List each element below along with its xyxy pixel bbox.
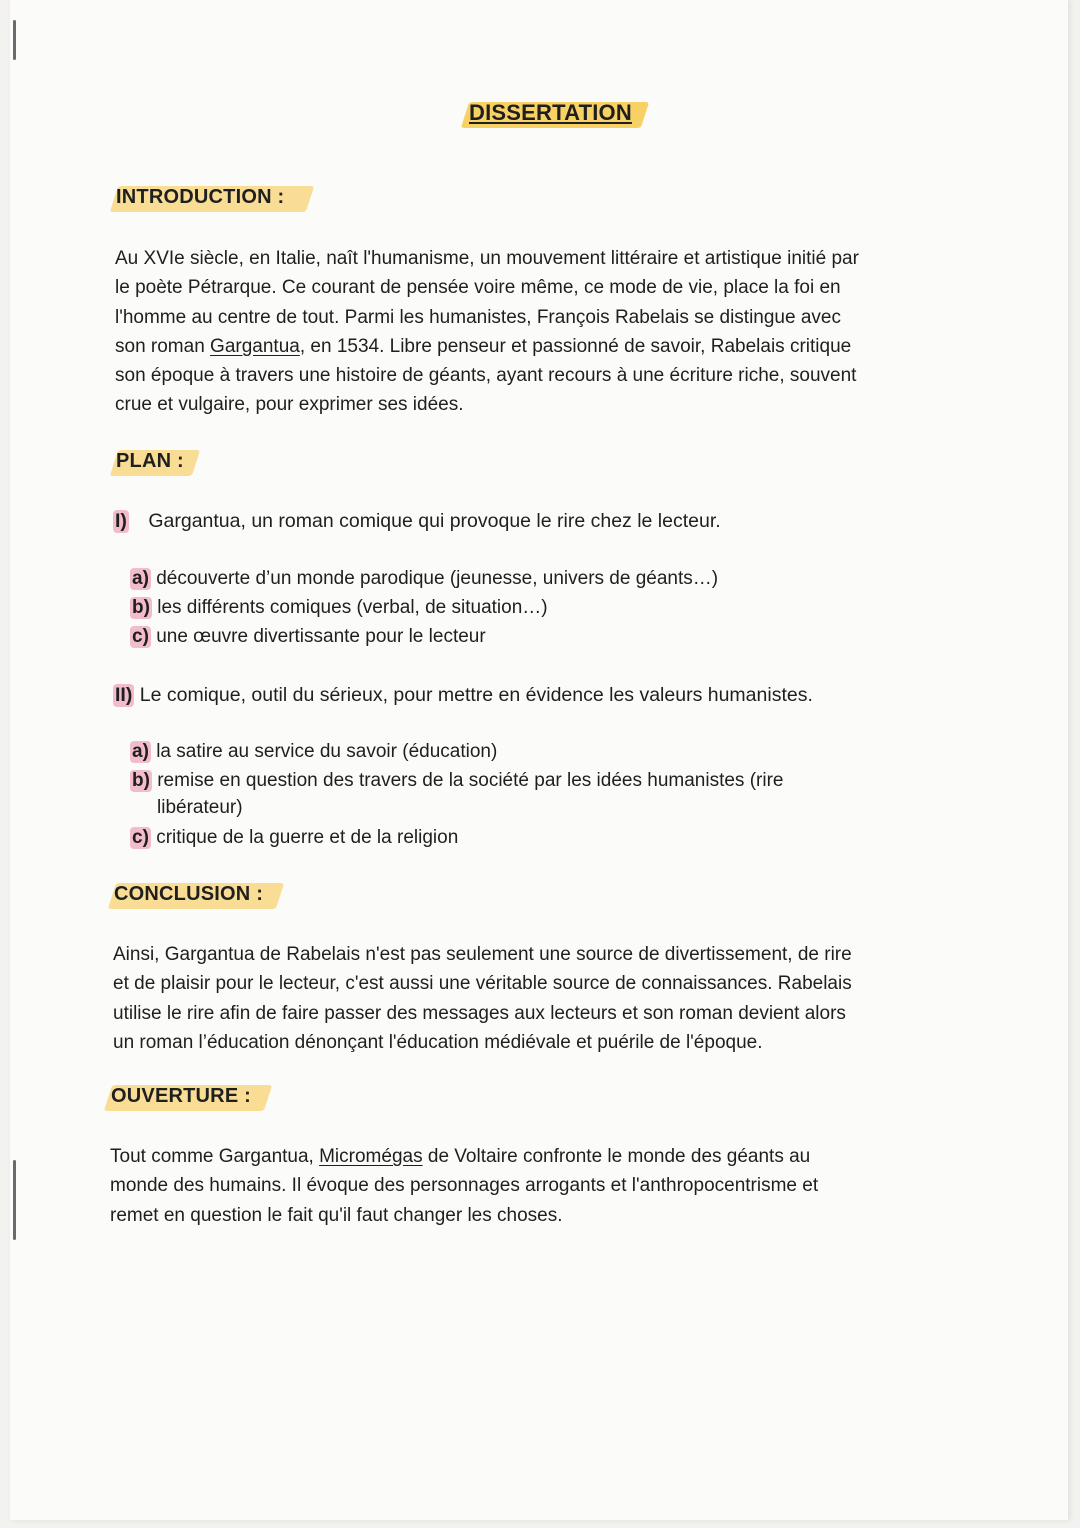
text-line: Au XVIe siècle, en Italie, naît l'humanisme, un mouvement littéraire et artistique initié par [115, 248, 859, 269]
plan-sub-item [130, 827, 458, 849]
text-line: Ainsi, Gargantua de Rabelais n'est pas seulement une source de divertissement, de rire [113, 944, 852, 965]
text-line: utilise le rire afin de faire passer des messages aux lecteurs et son roman devient alors [113, 1002, 846, 1024]
text-line: son époque à travers une histoire de géants, ayant recours à une écriture riche, souvent [115, 365, 857, 387]
sub-item-text: la satire au service du savoir (éducation) [156, 741, 498, 762]
text-line: un roman l’éducation dénonçant l'éducation médiévale et puérile de l'époque. [113, 1031, 763, 1053]
sub-item-text: une œuvre divertissante pour le lecteur [156, 626, 486, 647]
binding-mark [13, 20, 16, 60]
sub-marker: c) [132, 827, 149, 848]
text-segment: Tout comme Gargantua, [110, 1146, 320, 1167]
sub-marker: b) [132, 597, 150, 618]
text-line: monde des humains. Il évoque des personnages arrogants et l'anthropocentrisme et [110, 1175, 819, 1197]
sub-item-text: découverte d’un monde parodique (jeunesse, univers de géants…) [156, 568, 719, 589]
part-marker: I) [115, 510, 127, 532]
text-line: le poète Pétrarque. Ce courant de pensée voire même, ce mode de vie, place la foi en [115, 277, 841, 299]
plan-heading: PLAN : [116, 450, 184, 472]
plan-part-title: Le comique, outil du sérieux, pour mettre en évidence les valeurs humanistes. [139, 684, 813, 706]
paper-sheet [10, 0, 1068, 1520]
introduction-paragraph [115, 244, 859, 420]
sub-marker: a) [132, 741, 149, 762]
sub-item-text: les différents comiques (verbal, de situation…) [157, 597, 548, 618]
plan-sub-item [130, 597, 548, 619]
text-line: crue et vulgaire, pour exprimer ses idées. [115, 394, 464, 416]
plan-sub-item [130, 626, 486, 648]
text-line: remet en question le fait qu'il faut changer les choses. [110, 1204, 563, 1226]
text-line: l'homme au centre de tout. Parmi les humanistes, François Rabelais se distingue avec [115, 306, 841, 328]
ouverture-paragraph [110, 1142, 818, 1230]
plan-part-title: Gargantua, un roman comique qui provoque le rire chez le lecteur. [148, 510, 721, 532]
text-segment: son roman [115, 335, 211, 357]
text-line: et de plaisir pour le lecteur, c'est aussi une véritable source de connaissances. Rabelais [113, 973, 852, 995]
text-segment: de Voltaire confronte le monde des géants au [422, 1146, 811, 1167]
plan-sub-item [130, 741, 497, 763]
introduction-heading: INTRODUCTION : [116, 186, 285, 208]
sub-marker: b) [132, 770, 150, 791]
book-title-micromegas: Micromégas [319, 1146, 423, 1167]
sub-item-text: remise en question des travers de la société par les idées humanistes (rire [157, 770, 784, 791]
text-segment: , en 1534. Libre penseur et passionné de savoir, Rabelais critique [299, 335, 852, 357]
sub-marker: c) [132, 626, 149, 647]
part-marker: II) [115, 684, 133, 706]
sub-item-text: critique de la guerre et de la religion [156, 827, 459, 848]
text-line [110, 1142, 818, 1171]
text-line [115, 332, 859, 361]
binding-mark [13, 1160, 16, 1240]
plan-sub-item [130, 770, 783, 792]
plan-part-2 [113, 684, 813, 707]
conclusion-heading: CONCLUSION : [114, 883, 264, 905]
plan-part-1 [113, 510, 721, 533]
book-title-gargantua: Gargantua [210, 335, 300, 357]
page-title: DISSERTATION [469, 100, 632, 125]
plan-sub-item [130, 568, 718, 590]
plan-sub-item-continuation: libérateur) [157, 797, 243, 818]
ouverture-heading: OUVERTURE : [111, 1085, 251, 1107]
conclusion-paragraph [113, 940, 852, 1057]
sub-marker: a) [132, 568, 149, 589]
